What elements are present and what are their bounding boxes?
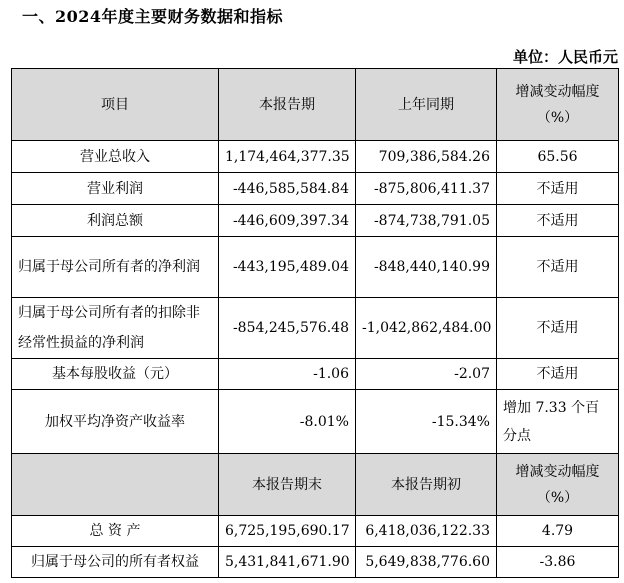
table-row <box>12 141 619 173</box>
header-period-end: 本报告期末 <box>219 454 356 516</box>
row-current: -446,609,397.34 <box>219 205 356 237</box>
table-row <box>12 173 619 205</box>
row-change: 不适用 <box>497 173 619 205</box>
table-row <box>12 547 619 578</box>
table-row <box>12 237 619 298</box>
row-change: 65.56 <box>497 141 619 173</box>
row-item: 营业总收入 <box>12 141 219 173</box>
row-change: 不适用 <box>497 359 619 390</box>
row-change: 不适用 <box>497 298 619 359</box>
row-item: 归属于母公司的所有者权益 <box>12 547 219 578</box>
row-prior: -875,806,411.37 <box>356 173 497 205</box>
row-prior: 5,649,838,776.60 <box>356 547 497 578</box>
row-current: 6,725,195,690.17 <box>219 516 356 547</box>
header-current-period: 本报告期 <box>219 69 356 141</box>
row-change: 不适用 <box>497 237 619 298</box>
row-current: 1,174,464,377.35 <box>219 141 356 173</box>
row-change: 增加 7.33 个百分点 <box>497 390 619 454</box>
header-period-start: 本报告期初 <box>356 454 497 516</box>
table-header-row <box>12 454 619 516</box>
row-prior: 709,386,584.26 <box>356 141 497 173</box>
row-item: 归属于母公司所有者的净利润 <box>12 237 219 298</box>
row-item: 基本每股收益（元） <box>12 359 219 390</box>
financial-data-table <box>11 68 619 578</box>
row-item: 利润总额 <box>12 205 219 237</box>
row-current: 5,431,841,671.90 <box>219 547 356 578</box>
table-row <box>12 390 619 454</box>
row-prior: -15.34% <box>356 390 497 454</box>
table-row <box>12 516 619 547</box>
row-prior: -1,042,862,484.00 <box>356 298 497 359</box>
section-title: 一、2024年度主要财务数据和指标 <box>22 7 284 26</box>
unit-label: 单位：人民币元 <box>512 48 618 66</box>
row-item: 归属于母公司所有者的扣除非经常性损益的净利润 <box>12 298 219 359</box>
row-change: 不适用 <box>497 205 619 237</box>
header-change-rate: 增减变动幅度（%） <box>497 454 619 516</box>
row-prior: -2.07 <box>356 359 497 390</box>
table-row <box>12 298 619 359</box>
table-header-row <box>12 69 619 141</box>
row-current: -1.06 <box>219 359 356 390</box>
row-prior: 6,418,036,122.33 <box>356 516 497 547</box>
header-item: 项目 <box>12 69 219 141</box>
row-change: -3.86 <box>497 547 619 578</box>
row-current: -446,585,584.84 <box>219 173 356 205</box>
row-current: -443,195,489.04 <box>219 237 356 298</box>
header-change-rate: 增减变动幅度（%） <box>497 69 619 141</box>
table-row <box>12 205 619 237</box>
row-prior: -874,738,791.05 <box>356 205 497 237</box>
row-item: 营业利润 <box>12 173 219 205</box>
header-blank <box>12 454 219 516</box>
row-current: -8.01% <box>219 390 356 454</box>
row-item: 加权平均净资产收益率 <box>12 390 219 454</box>
table-row <box>12 359 619 390</box>
row-change: 4.79 <box>497 516 619 547</box>
row-prior: -848,440,140.99 <box>356 237 497 298</box>
row-item: 总 资 产 <box>12 516 219 547</box>
row-current: -854,245,576.48 <box>219 298 356 359</box>
header-prior-period: 上年同期 <box>356 69 497 141</box>
